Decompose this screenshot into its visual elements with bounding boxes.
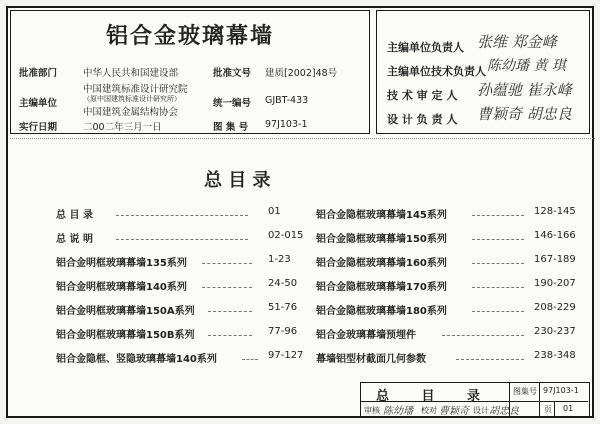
toc-entry-name: 铝合金隐框玻璃幕墙170系列 [316,282,447,293]
toc-entry-page: 167-189 [534,254,576,265]
toc-entry-page: 77-96 [268,326,298,337]
leader-dots [202,287,252,288]
check-label: 校对 [421,406,437,415]
toc-row[interactable] [316,254,588,268]
toc-entry-name: 铝合金隐框、竖隐玻璃幕墙140系列 [56,354,217,365]
toc-entry-name: 铝合金明框玻璃幕墙150B系列 [56,330,195,341]
responsible-persons-panel [376,10,590,134]
toc-row[interactable] [56,326,318,340]
toc-entry-page: 230-237 [534,326,576,337]
serial-label: 统一编号 [213,98,252,109]
toc-entry-page: 97-127 [268,350,304,361]
leader-dots [116,239,248,240]
page-label: 页 [539,401,554,417]
toc-entry-name: 铝合金玻璃幕墙预埋件 [316,330,416,341]
review-label: 审核 [364,406,380,415]
atlas-no-label: 图 集 号 [213,122,249,133]
editor-line-3: 中国建筑金属结构协会 [83,107,179,118]
toc-entry-page: 190-207 [534,278,576,289]
toc-entry-name: 幕墙铝型材截面几何参数 [316,354,426,365]
toc-entry-page: 128-145 [534,206,576,217]
editor-label: 主编单位 [19,98,58,109]
toc-entry-name: 铝合金明框玻璃幕墙150A系列 [56,306,195,317]
toc-entry-name: 铝合金明框玻璃幕墙135系列 [56,258,187,269]
drawing-sheet [6,6,594,418]
leader-dots [472,311,524,312]
signature-1: 张维 郑金峰 [477,33,557,51]
toc-row[interactable] [316,302,588,316]
resp-label-1: 主编单位负责人 [387,41,464,54]
toc-entry-name: 铝合金隐框玻璃幕墙150系列 [316,234,447,245]
leader-dots [242,359,258,360]
separator-line [10,138,595,139]
toc-entry-page: 1-23 [268,254,291,265]
toc-entry-page: 24-50 [268,278,298,289]
title-block-vline [509,401,510,417]
design-label: 设计 [473,406,489,415]
leader-dots [472,287,524,288]
toc-row[interactable] [316,230,588,244]
toc-entry-page: 51-76 [268,302,298,313]
editor-line-1: 中国建筑标准设计研究院 [83,84,188,95]
toc-entry-name: 铝合金隐框玻璃幕墙145系列 [316,210,447,221]
atlas-no-value: 97J103-1 [539,383,588,401]
leader-dots [202,263,252,264]
toc-entry-name: 铝合金隐框玻璃幕墙180系列 [316,306,447,317]
page-value: 01 [554,401,588,417]
leader-dots [208,335,252,336]
toc-row[interactable] [56,230,318,244]
toc-entry-page: 146-166 [534,230,576,241]
leader-dots [442,335,524,336]
toc-entry-name: 总 目 录 [56,210,93,221]
resp-label-4: 设 计 负 责 人 [387,113,458,126]
toc-entry-page: 01 [268,206,281,217]
toc-row[interactable] [56,206,318,220]
toc-row[interactable] [56,278,318,292]
toc-entry-name: 铝合金明框玻璃幕墙140系列 [56,282,187,293]
leader-dots [116,215,248,216]
title-block [360,382,590,418]
leader-dots [456,359,524,360]
approver-label: 批准部门 [19,68,58,79]
check-signature: 曹颖奇 [439,406,469,417]
review-signature: 陈幼璠 [383,406,413,417]
atlas-no-label: 图集号 [509,383,539,401]
serial-value: GJBT-433 [265,95,309,106]
toc-row[interactable] [316,278,588,292]
signature-4: 曹颖奇 胡忠良 [477,105,572,123]
toc-entry-page: 02-015 [268,230,304,241]
leader-dots [472,215,524,216]
editor-line-2: （原中国建筑标准设计研究所） [83,95,181,103]
atlas-no-value: 97J103-1 [265,119,308,130]
leader-dots [472,263,524,264]
toc-entry-name: 铝合金隐框玻璃幕墙160系列 [316,258,447,269]
design-signature: 胡忠良 [489,406,519,417]
toc-row[interactable] [316,350,588,364]
toc-entry-page: 208-229 [534,302,576,313]
toc-entry-page: 238-348 [534,350,576,361]
signature-2: 陈幼璠 黄 琪 [487,58,566,74]
leader-dots [472,239,524,240]
date-label: 实行日期 [19,122,58,133]
resp-label-2: 主编单位技术负责人 [387,65,486,78]
toc-row[interactable] [56,254,318,268]
toc-title: 总 目 录 [204,170,271,191]
approval-doc-value: 建质[2002]48号 [265,68,338,79]
leader-dots [208,311,252,312]
toc-entry-name: 总 说 明 [56,234,93,245]
signature-3: 孙蕴驰 崔永峰 [477,81,572,99]
toc-row[interactable] [316,326,588,340]
header-info-panel [10,10,370,134]
resp-label-3: 技 术 审 定 人 [387,89,458,102]
toc-row[interactable] [56,350,318,364]
toc-row[interactable] [56,302,318,316]
approval-doc-label: 批准文号 [213,68,252,79]
approver-value: 中华人民共和国建设部 [83,68,179,79]
title-block-title: 总 目 录 [375,389,495,404]
toc-row[interactable] [316,206,588,220]
date-value: 二00二年三月一日 [83,122,162,133]
atlas-title: 铝合金玻璃幕墙 [105,24,274,49]
